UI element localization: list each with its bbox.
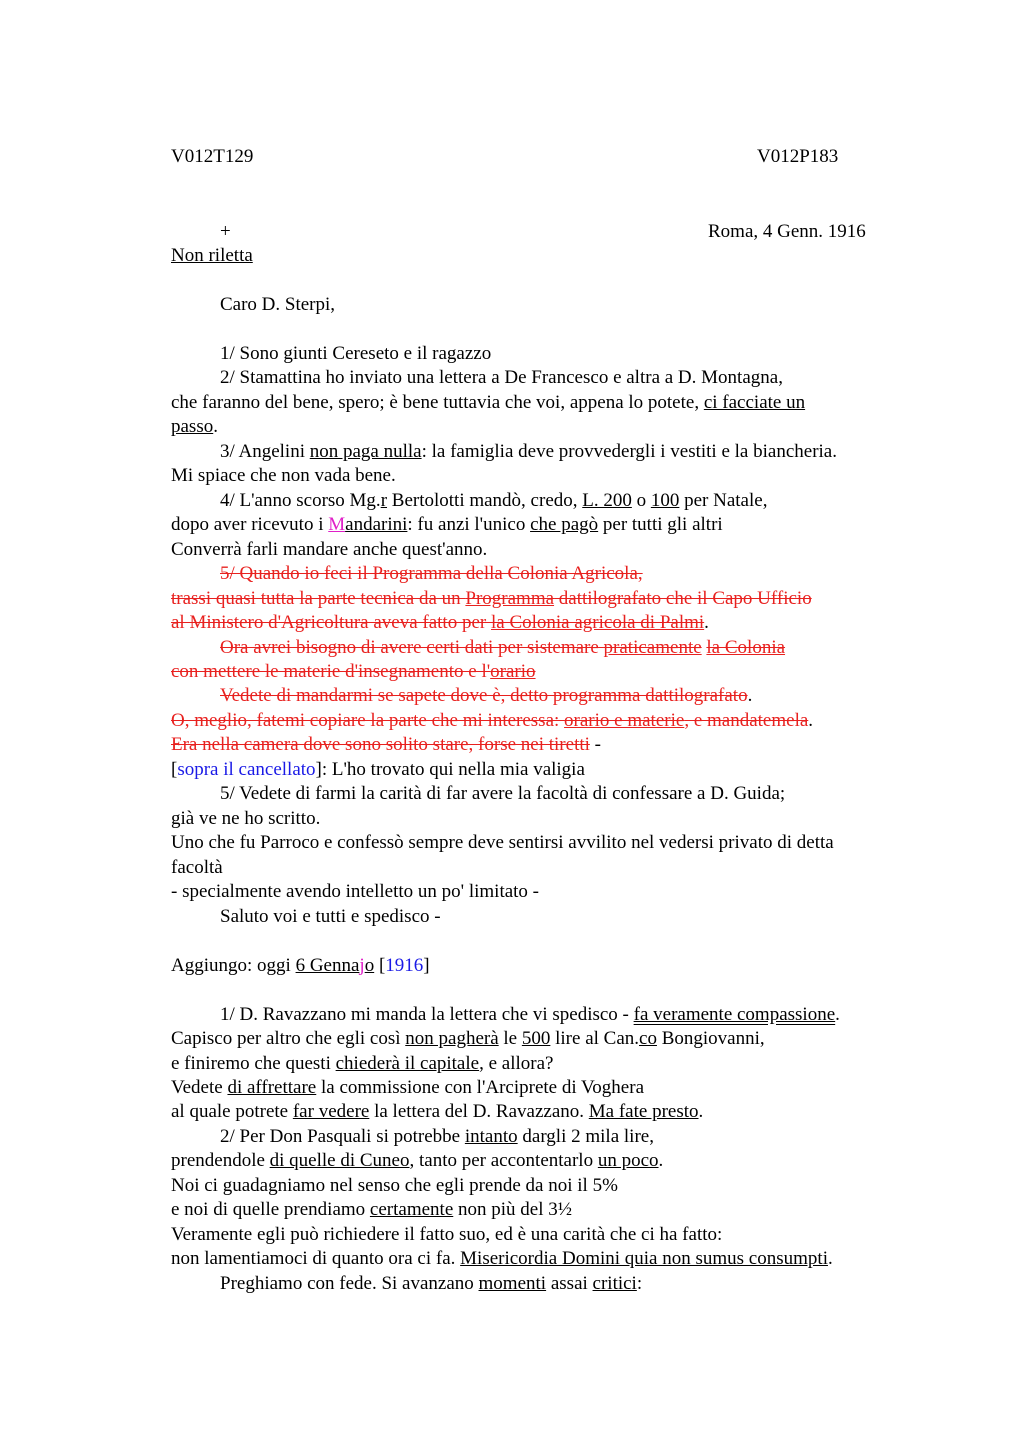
non-riletta-note: Non riletta <box>171 245 253 266</box>
paragraph-5-line-1: 5/ Vedete di farmi la carità di far avere la facoltà di confessare a D. Guida; <box>220 783 786 804</box>
paragraph-3-line-1: 3/ Angelini non paga nulla: la famiglia deve provvedergli i vestiti e la biancheria. <box>220 441 837 462</box>
addendum-1-line-5: al quale potrete far vedere la lettera del D. Ravazzano. Ma fate presto. <box>171 1101 704 1122</box>
right-code: V012P183 <box>757 146 839 167</box>
struck-line-1: 5/ Quando io feci il Programma della Colonia Agricola, <box>220 563 643 584</box>
struck-line-2: trassi quasi tutta la parte tecnica da un Programma dattilografato che il Capo Ufficio <box>171 588 812 609</box>
paragraph-5-line-4: facoltà <box>171 857 223 878</box>
paragraph-4-line-3: Converrà farli mandare anche quest'anno. <box>171 539 488 560</box>
addendum-2-line-1: 2/ Per Don Pasquali si potrebbe intanto dargli 2 mila lire, <box>220 1126 654 1147</box>
paragraph-2-line-1: 2/ Stamattina ho inviato una lettera a De Francesco e altra a D. Montagna, <box>220 367 783 388</box>
paragraph-5-line-2: già ve ne ho scritto. <box>171 808 321 829</box>
paragraph-2-line-2: che faranno del bene, spero; è bene tuttavia che voi, appena lo potete, ci facciate un <box>171 392 806 413</box>
paragraph-2-line-3: passo. <box>171 416 218 437</box>
addendum-heading: Aggiungo: oggi 6 Gennajo [1916] <box>171 955 430 976</box>
addendum-1-line-2: Capisco per altro che egli così non pagherà le 500 lire al Can.co Bongiovanni, <box>171 1028 765 1049</box>
addendum-2-line-3: Noi ci guadagniamo nel senso che egli prende da noi il 5% <box>171 1175 618 1196</box>
addendum-2-line-2: prendendole di quelle di Cuneo, tanto per accontentarlo un poco. <box>171 1150 664 1171</box>
struck-line-4: Ora avrei bisogno di avere certi dati per sistemare praticamente la Colonia <box>220 637 786 658</box>
cross-mark: + <box>220 221 231 242</box>
paragraph-5-line-3: Uno che fu Parroco e confessò sempre deve sentirsi avvilito nel vedersi privato di detta <box>171 832 834 853</box>
struck-line-7: O, meglio, fatemi copiare la parte che mi interessa: orario e materie, e mandatemela. <box>171 710 814 731</box>
paragraph-5-line-5: - specialmente avendo intelletto un po' limitato - <box>171 881 540 902</box>
paragraph-4-line-1: 4/ L'anno scorso Mg.r Bertolotti mandò, credo, L. 200 o 100 per Natale, <box>220 490 768 511</box>
struck-line-3: al Ministero d'Agricoltura aveva fatto per la Colonia agricola di Palmi. <box>171 612 709 633</box>
addendum-2-line-4: e noi di quelle prendiamo certamente non più del 3½ <box>171 1199 573 1220</box>
addendum-1-line-4: Vedete di affrettare la commissione con l'Arciprete di Voghera <box>171 1077 644 1098</box>
struck-line-6: Vedete di mandarmi se sapete dove è, detto programma dattilografato. <box>220 685 753 706</box>
paragraph-3-line-2: Mi spiace che non vada bene. <box>171 465 396 486</box>
left-code: V012T129 <box>171 146 254 167</box>
paragraph-1: 1/ Sono giunti Cereseto e il ragazzo <box>220 343 492 364</box>
salutation: Caro D. Sterpi, <box>220 294 336 315</box>
addendum-2-line-7: Preghiamo con fede. Si avanzano momenti assai critici: <box>220 1273 643 1294</box>
addendum-1-line-3: e finiremo che questi chiederà il capitale, e allora? <box>171 1053 554 1074</box>
addendum-2-line-6: non lamentiamoci di quanto ora ci fa. Misericordia Domini quia non sumus consumpti. <box>171 1248 833 1269</box>
editor-note: [sopra il cancellato]: L'ho trovato qui nella mia valigia <box>171 759 585 780</box>
struck-line-8: Era nella camera dove sono solito stare, forse nei tiretti - <box>171 734 601 755</box>
addendum-2-line-5: Veramente egli può richiedere il fatto suo, ed è una carità che ci ha fatto: <box>171 1224 723 1245</box>
addendum-1-line-1: 1/ D. Ravazzano mi manda la lettera che vi spedisco - fa veramente compassione. <box>220 1004 840 1025</box>
paragraph-4-line-2: dopo aver ricevuto i Mandarini: fu anzi l'unico che pagò per tutti gli altri <box>171 514 723 535</box>
struck-line-5: con mettere le materie d'insegnamento e l'orario <box>171 661 536 682</box>
place-date: Roma, 4 Genn. 1916 <box>708 221 866 242</box>
closing-line: Saluto voi e tutti e spedisco - <box>220 906 441 927</box>
